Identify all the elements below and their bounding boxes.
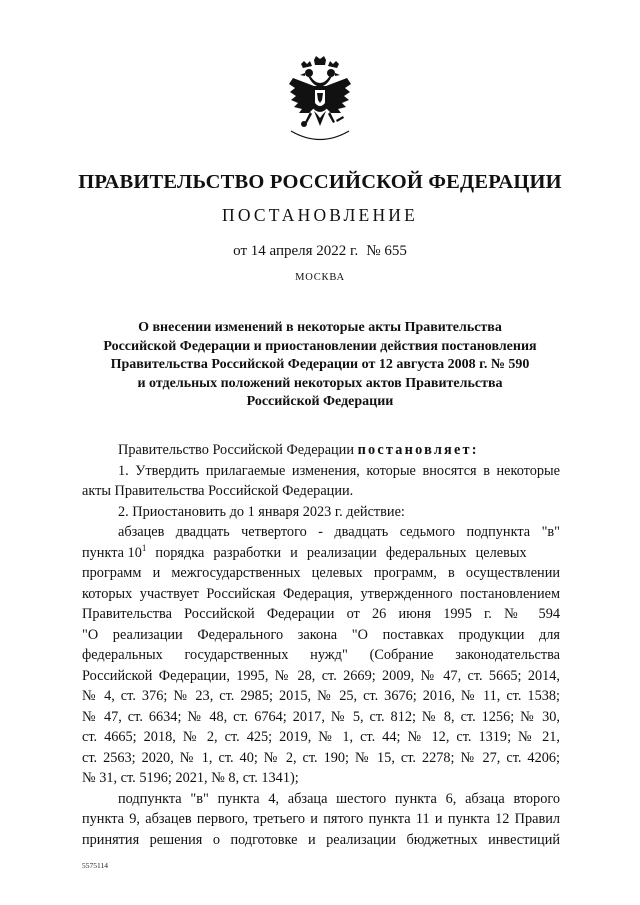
body-line: абзацев двадцать четвертого - двадцать седьмого подпункта "в" — [118, 524, 560, 540]
government-title: ПРАВИТЕЛЬСТВО РОССИЙСКОЙ ФЕДЕРАЦИИ — [78, 171, 562, 193]
decree-date: от 14 апреля 2022 г. — [233, 243, 359, 259]
title-line: Правительства Российской Федерации от 12 августа 2008 г. № 590 — [110, 357, 530, 372]
body-line: пункта 9, абзацев первого, третьего и пятого пункта 11 и пункта 12 Правил — [82, 811, 560, 827]
title-line: Российской Федерации и приостановлении действия постановления — [103, 338, 537, 354]
body-text: Правительство Российской Федерации — [118, 442, 358, 458]
russian-coat-of-arms-icon — [287, 56, 353, 146]
resolves-keyword: постановляет: — [357, 442, 479, 458]
body-text: порядка разработки и реализации федеральных целевых — [146, 544, 527, 561]
decree-title — [0, 319, 640, 412]
body-line: 1. Утвердить прилагаемые изменения, которые вносятся в некоторые — [118, 462, 560, 479]
body-line: Правительства Российской Федерации от 26 июня 1995 г. № 594 — [82, 606, 560, 622]
body-line: федеральных государственных нужд" (Собрание законодательства — [82, 647, 560, 663]
superscript: 1 — [141, 542, 147, 553]
body-line: акты Правительства Российской Федерации. — [82, 483, 354, 499]
date-line — [0, 243, 640, 260]
body-line: ст. 4665; 2018, № 2, ст. 425; 2019, № 1, ст. 44; № 12, ст. 1319; № 21, — [82, 729, 560, 745]
body-line: которых участвует Российская Федерация, утвержденного постановлением — [82, 585, 560, 602]
decree-number: № 655 — [366, 243, 407, 259]
body-line: подпункта "в" пункта 4, абзаца шестого пункта 6, абзаца второго — [118, 790, 560, 807]
body-text: пункта 10 — [82, 544, 142, 561]
document-code: 5575114 — [82, 861, 108, 870]
body-line: № 31, ст. 5196; 2021, № 8, ст. 1341); — [82, 770, 299, 786]
city: МОСКВА — [295, 272, 345, 283]
body-line: "О реализации Федерального закона "О поставках продукции для — [82, 626, 560, 643]
body-line: принятия решения о подготовке и реализации бюджетных инвестиций — [82, 831, 560, 848]
body-line: 2. Приостановить до 1 января 2023 г. действие: — [118, 503, 405, 520]
body-line: программ и межгосударственных целевых программ, в осуществлении — [82, 565, 560, 581]
body-line: ст. 2563; 2020, № 1, ст. 40; № 2, ст. 190; № 15, ст. 2278; № 27, ст. 4206; — [82, 749, 560, 766]
body-line: Российской Федерации, 1995, № 28, ст. 2669; 2009, № 47, ст. 5665; 2014, — [82, 667, 560, 684]
body-line: № 47, ст. 6634; № 48, ст. 6764; 2017, № 5, ст. 812; № 8, ст. 1256; № 30, — [82, 708, 560, 725]
document-type: ПОСТАНОВЛЕНИЕ — [221, 205, 419, 225]
title-line: О внесении изменений в некоторые акты Правительства — [138, 320, 502, 335]
body-line: № 4, ст. 376; № 23, ст. 2985; 2015, № 25, ст. 3676; 2016, № 11, ст. 1538; — [82, 688, 560, 704]
body-line — [82, 544, 560, 563]
body-line — [118, 441, 479, 460]
title-line: и отдельных положений некоторых актов Правительства — [137, 375, 503, 391]
title-line: Российской Федерации — [246, 394, 394, 409]
